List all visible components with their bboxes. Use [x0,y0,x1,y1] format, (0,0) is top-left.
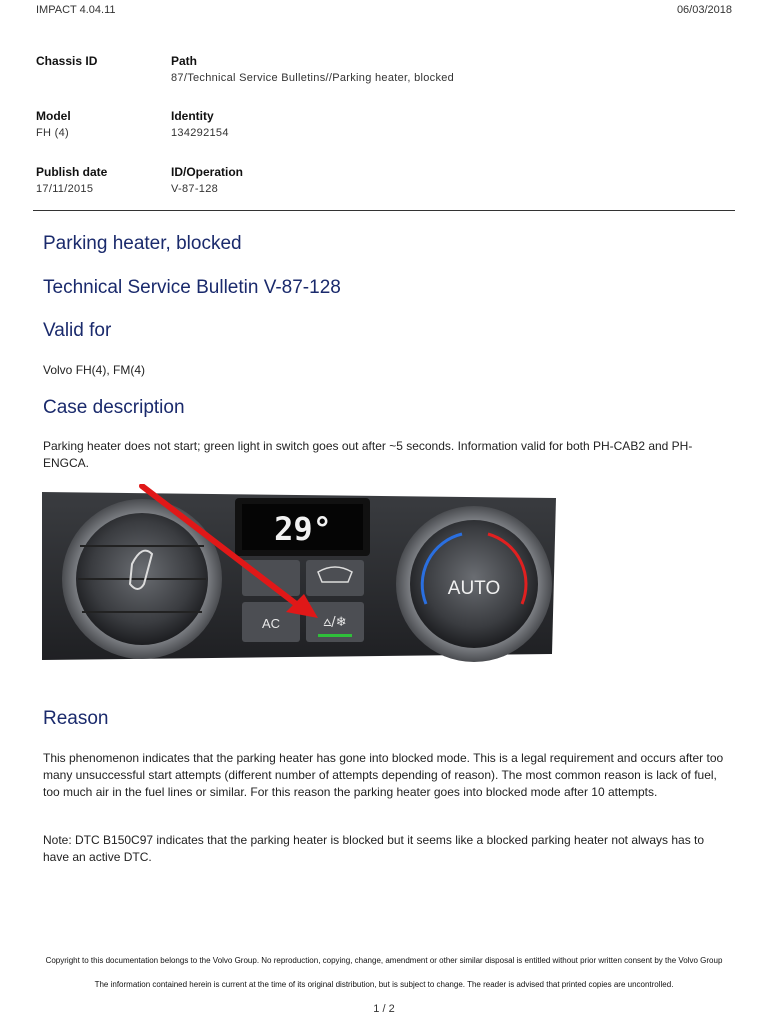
path-value: 87/Technical Service Bulletins//Parking heater, blocked [171,72,455,84]
document-title: Parking heater, blocked [43,233,242,254]
reason-text: This phenomenon indicates that the parking heater has gone into blocked mode. This is a legal requirement and occurs after too many unsuccessful start attempts (different number of attempts depending of reason). The most common reason is lack of fuel, too much air in the fuel lines or similar. For this reason the parking heater goes into blocked mode after 10 attempts. [43,751,724,799]
page-number: 1 / 2 [373,1003,395,1015]
reason-heading: Reason [43,708,109,729]
ac-label: AC [261,616,281,631]
svg-text:⩟/❄: ⩟/❄ [323,615,347,630]
climate-panel-photo [42,484,556,674]
app-version: IMPACT 4.04.11 [36,4,116,16]
case-description-heading: Case description [43,397,185,418]
print-date: 06/03/2018 [676,4,732,16]
copyright-notice: Copyright to this documentation belongs to the Volvo Group. No reproduction, copying, change, amendment or other similar disposal is entitled without prior written consent by the Volvo Group [45,956,723,965]
note-text: Note: DTC B150C97 indicates that the parking heater is blocked but it seems like a blocked parking heater not always has to have an active DTC. [43,833,705,864]
model-value: FH (4) [36,127,69,139]
path-label: Path [171,54,198,68]
identity-value: 134292154 [171,127,229,139]
identity-label: Identity [171,109,214,123]
auto-label: AUTO [447,578,501,599]
valid-for-text: Volvo FH(4), FM(4) [43,363,146,377]
chassis-id-label: Chassis ID [36,54,98,68]
publish-date-label: Publish date [36,165,108,179]
temperature-display: 29° [274,510,332,548]
model-label: Model [36,109,71,123]
valid-for-heading: Valid for [43,320,112,341]
bulletin-subtitle: Technical Service Bulletin V-87-128 [43,277,341,298]
publish-date-value: 17/11/2015 [36,183,94,195]
id-operation-label: ID/Operation [171,165,244,179]
id-operation-value: V-87-128 [171,183,219,195]
header-divider [33,210,735,211]
distribution-notice: The information contained herein is current at the time of its original distribution, but is subject to change. The reader is advised that printed copies are uncontrolled. [94,980,674,989]
case-description-text: Parking heater does not start; green light in switch goes out after ~5 seconds. Information valid for both PH-CAB2 and PH-ENGCA. [43,439,693,470]
